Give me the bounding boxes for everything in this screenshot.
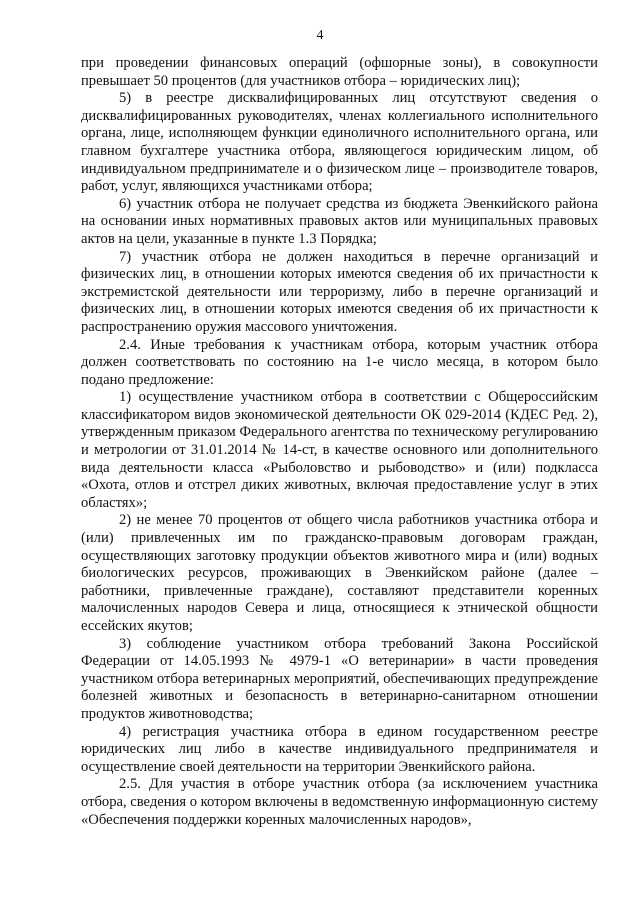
paragraph-section-2-4: 2.4. Иные требования к участникам отбора, которым участник отбора должен соответствовать по состоянию на 1-е число месяца, в котором было подано предложение: — [81, 336, 598, 388]
paragraph-continuation: при проведении финансовых операций (офшорные зоны), в совокупности превышает 50 процентов (для участников отбора – юридических лиц); — [81, 55, 598, 89]
paragraph-2-4-item-3: 3) соблюдение участником отбора требований Закона Российской Федерации от 14.05.1993 № 4979-1 «О ветеринарии» в части проведения участником отбора ветеринарных мероприятий, обеспечивающих предупреждение болезней животных и безопасность в ветеринарно-санитарном отношении продуктов животноводства; — [81, 635, 598, 722]
paragraph-item-6: 6) участник отбора не получает средства из бюджета Эвенкийского района на основании иных нормативных правовых актов или муниципальных правовых актов на цели, указанные в пункте 1.3 Порядка; — [81, 195, 598, 247]
paragraph-item-7: 7) участник отбора не должен находиться в перечне организаций и физических лиц, в отношении которых имеются сведения об их причастности к экстремистской деятельности или терроризму, либо в перечне организаций и физических лиц, в отношении которых имеются сведения об их причастности к распространению оружия массового уничтожения. — [81, 248, 598, 335]
paragraph-2-4-item-2: 2) не менее 70 процентов от общего числа работников участника отбора и (или) привлеченных им по гражданско-правовым договорам граждан, осуществляющих заготовку продукции объектов животного мира и (или) водных биологических ресурсов, проживающих в Эвенкийском районе (далее – работники, привлеченные граждане), составляют представители коренных малочисленных народов Севера и лица, относящиеся к этнической общности ессейских якутов; — [81, 512, 598, 634]
paragraph-item-5: 5) в реестре дисквалифицированных лиц отсутствуют сведения о дисквалифицированных руководителях, членах коллегиального исполнительного органа, лице, исполняющем функции единоличного исполнительного органа, или главном бухгалтере участника отбора, являющегося юридическим лицом, об индивидуальном предпринимателе и о физическом лице – производителе товаров, работ, услуг, являющихся участниками отбора; — [81, 90, 598, 195]
paragraph-2-4-item-4: 4) регистрация участника отбора в едином государственном реестре юридических лиц либо в качестве индивидуального предпринимателя и осуществление своей деятельности на территории Эвенкийского района. — [81, 723, 598, 775]
paragraph-section-2-5: 2.5. Для участия в отборе участник отбора (за исключением участника отбора, сведения о котором включены в ведомственную информационную систему «Обеспечения поддержки коренных малочисленных народов», — [81, 776, 599, 828]
page-number: 4 — [316, 28, 324, 43]
document-body — [81, 55, 598, 829]
paragraph-2-4-item-1: 1) осуществление участником отбора в соответствии с Общероссийским классификатором видов экономической деятельности ОК 029-2014 (КДЕС Ред. 2), утвержденным приказом Федерального агентства по техническому регулированию и метрологии от 31.01.2014 № 14-ст, в качестве основного или дополнительного вида деятельности класса «Рыболовство и рыбоводство» и (или) подкласса «Охота, отлов и отстрел диких животных, включая предоставление услуг в этих областях»; — [81, 389, 598, 511]
